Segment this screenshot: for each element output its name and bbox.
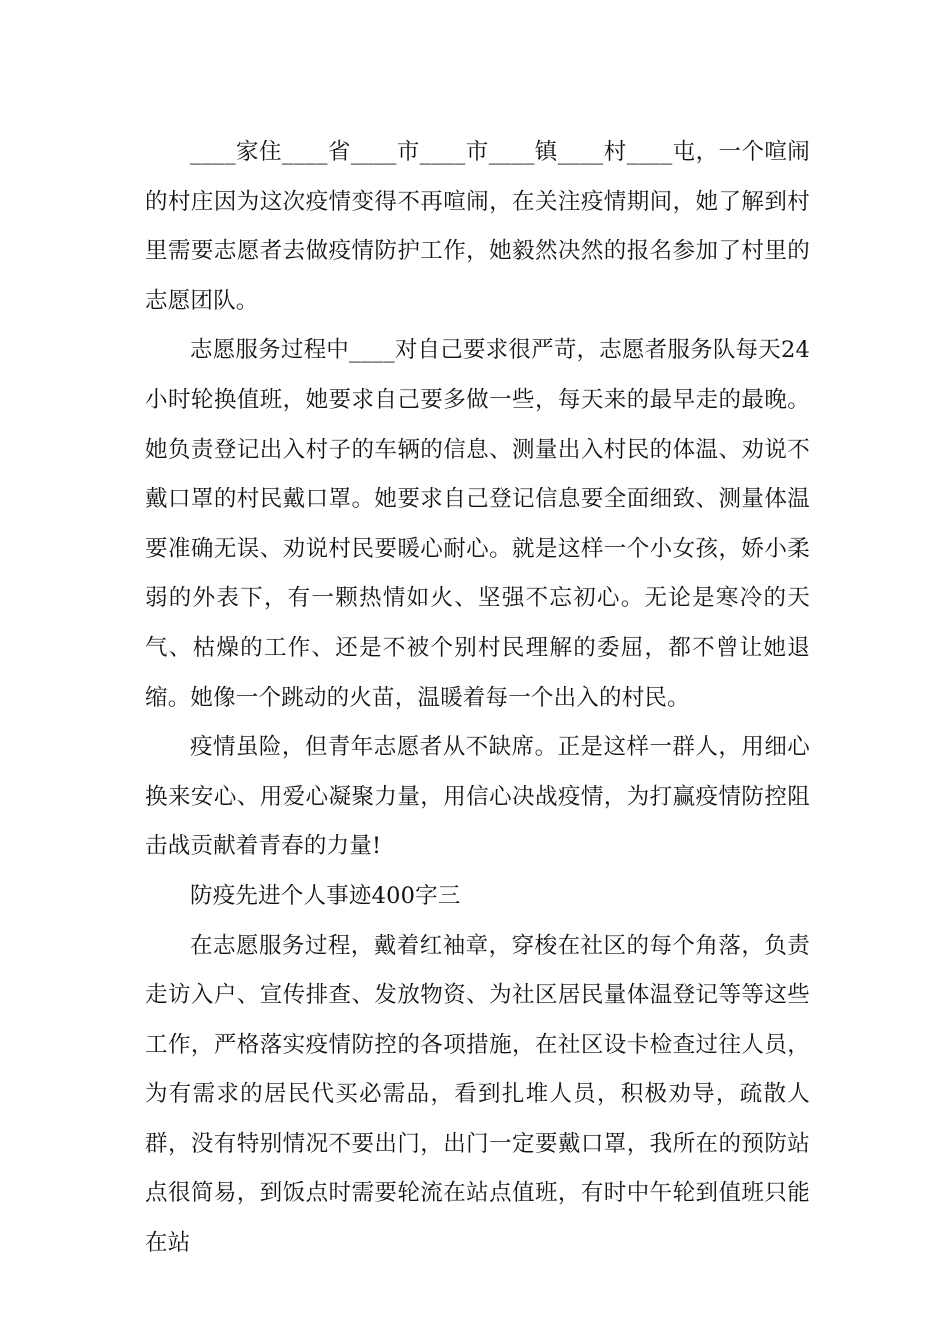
section-heading: 防疫先进个人事迹400字三: [190, 882, 461, 909]
paragraph-volunteer-intro: ____家住____省____市____市____镇____村____屯，一个喧闹的村庄因为这次疫情变得不再喧闹，在关注疫情期间，她了解到村里需要志愿者去做疫情防护工作，她毅然决然的报名参加了村里的志愿团队。: [145, 139, 810, 314]
document-body: [145, 128, 810, 1269]
paragraph-volunteer-service: 志愿服务过程中____对自己要求很严苛，志愿者服务队每天24小时轮换值班，她要求自己要多做一些，每天来的最早走的最晚。她负责登记出入村子的车辆的信息、测量出入村民的体温、劝说不戴口罩的村民戴口罩。她要求自己登记信息要全面细致、测量体温要准确无误、劝说村民要暖心耐心。就是这样一个小女孩，娇小柔弱的外表下，有一颗热情如火、坚强不忘初心。无论是寒冷的天气、枯燥的工作、还是不被个别村民理解的委屈，都不曾让她退缩。她像一个跳动的火苗，温暖着每一个出入的村民。: [145, 337, 810, 711]
paragraph-community-service: 在志愿服务过程，戴着红袖章，穿梭在社区的每个角落，负责走访入户、宣传排查、发放物资、为社区居民量体温登记等等这些工作，严格落实疫情防控的各项措施，在社区设卡检查过往人员，为有需求的居民代买必需品，看到扎堆人员，积极劝导，疏散人群，没有特别情况不要出门，出门一定要戴口罩，我所在的预防站点很简易，到饭点时需要轮流在站点值班，有时中午轮到值班只能在站: [145, 932, 810, 1257]
paragraph-youth-volunteers: 疫情虽险，但青年志愿者从不缺席。正是这样一群人，用细心换来安心、用爱心凝聚力量，用信心决战疫情，为打赢疫情防控阻击战贡献着青春的力量!: [145, 734, 810, 860]
